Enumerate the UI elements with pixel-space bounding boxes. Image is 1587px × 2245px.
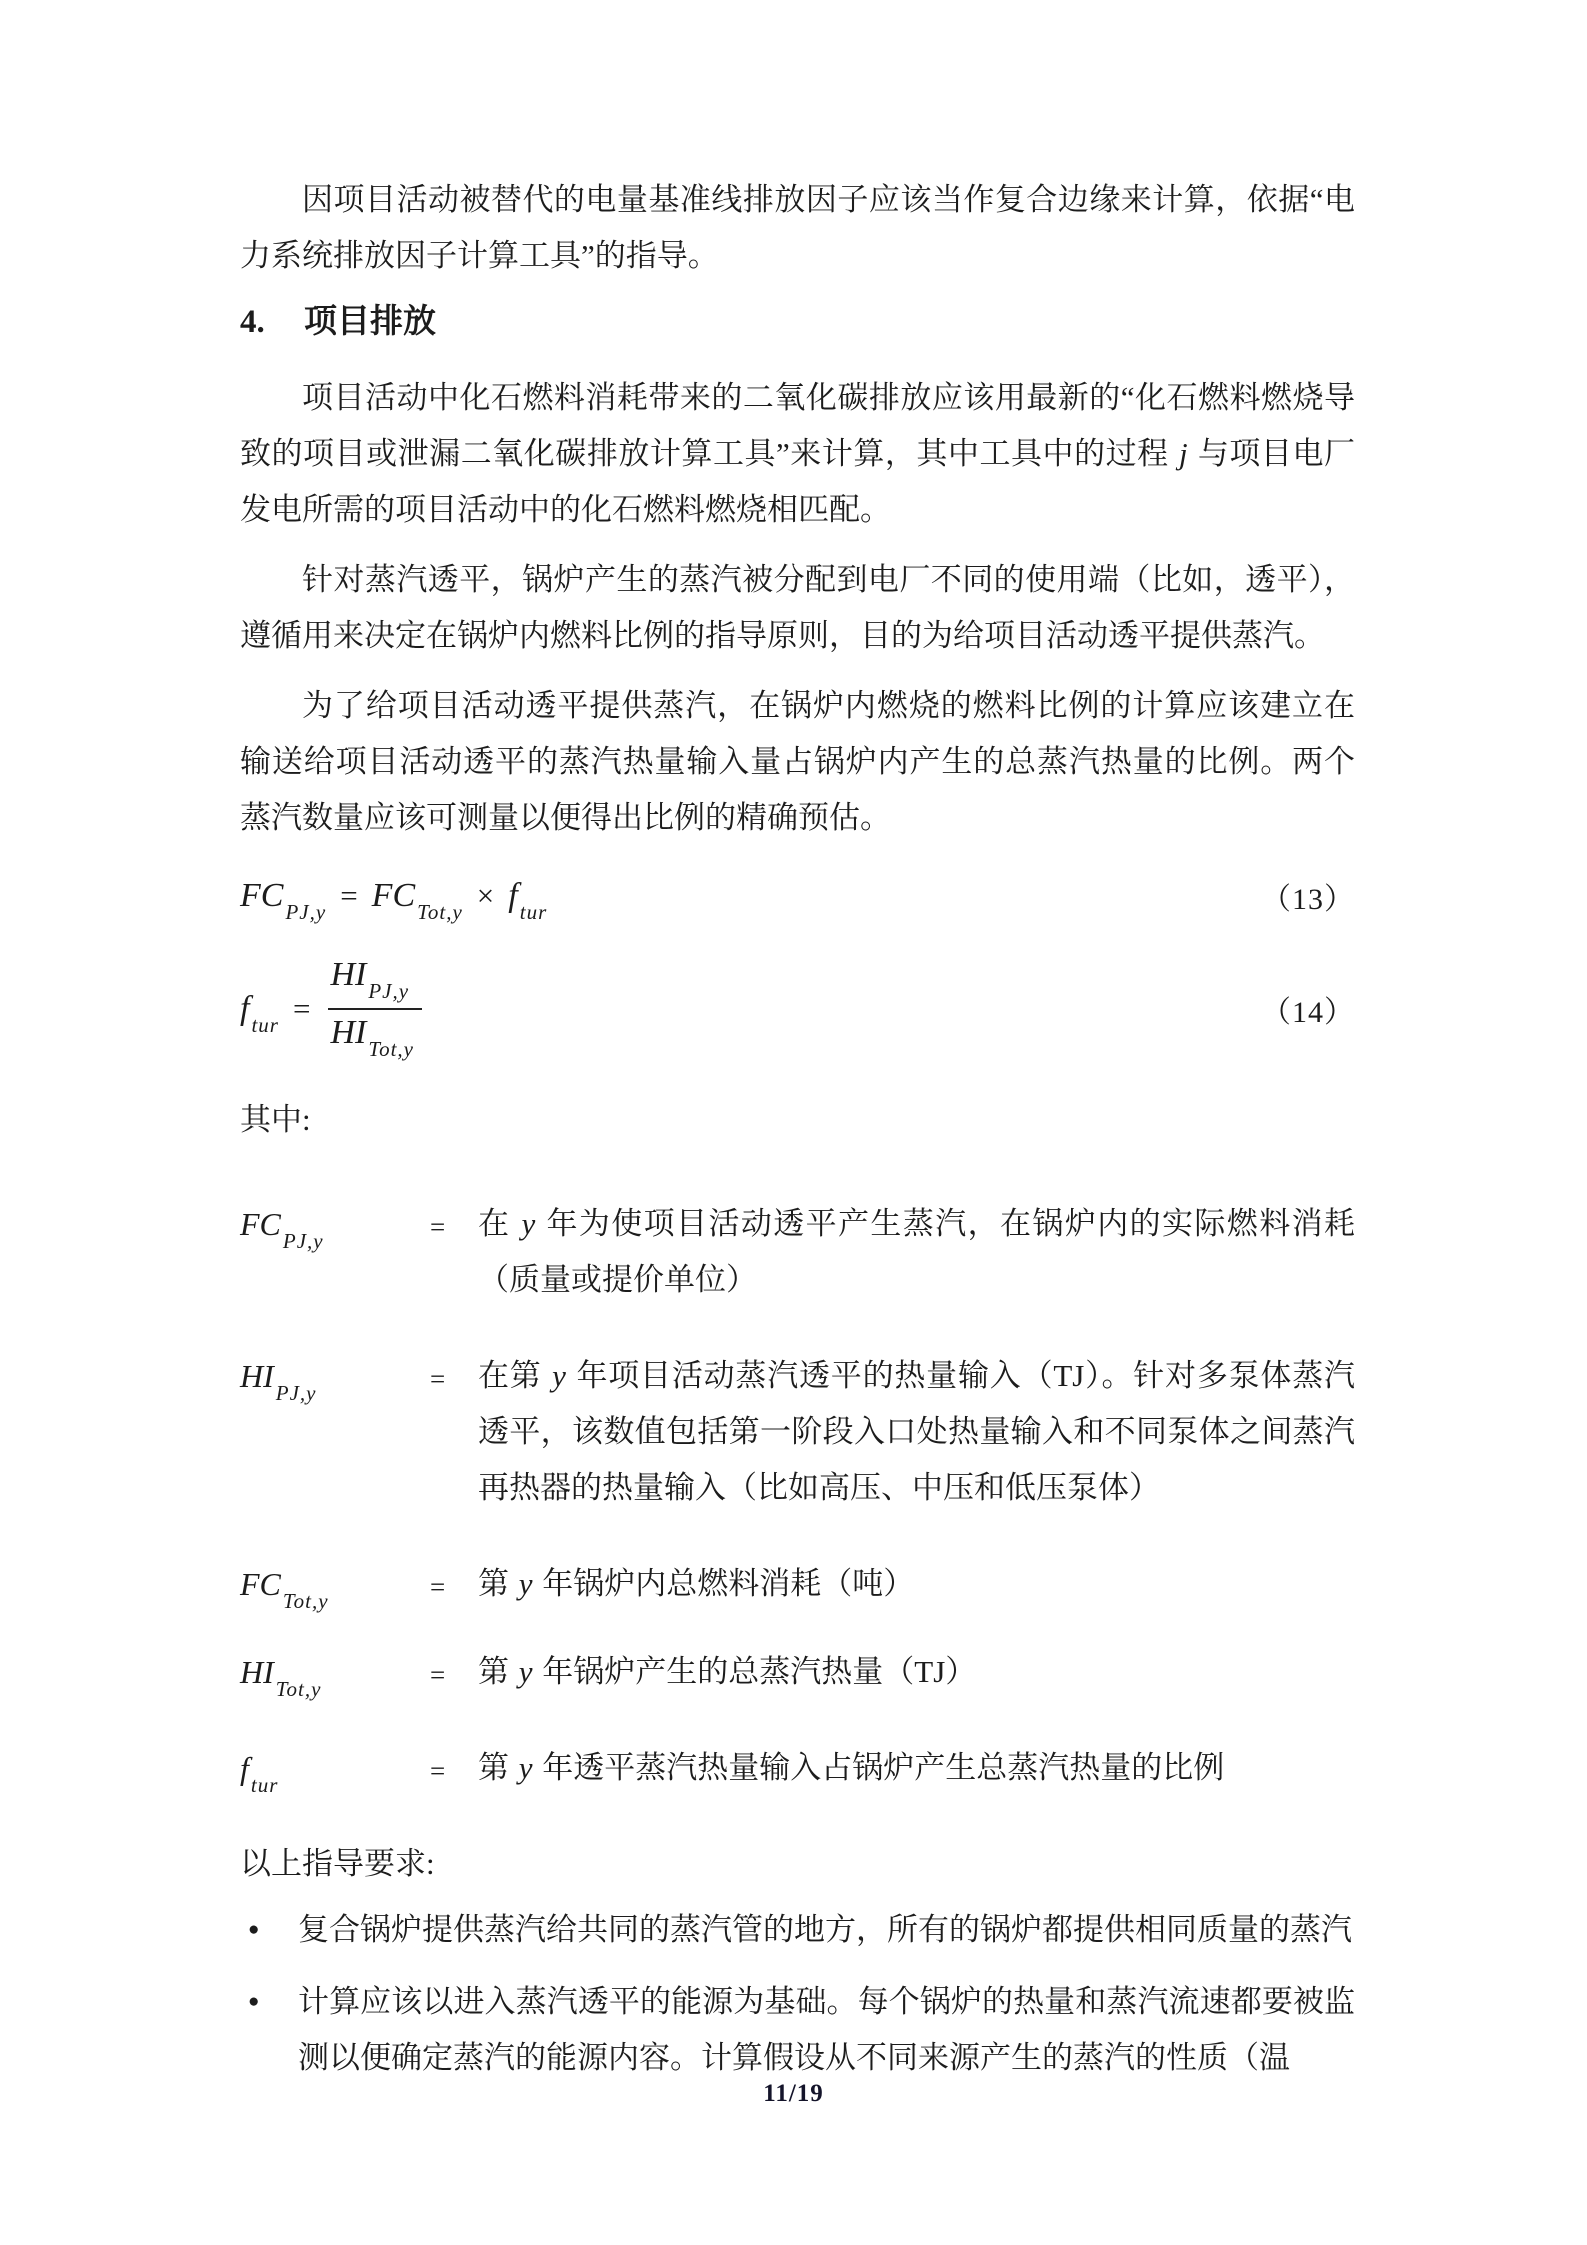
definition-text: 第 y 年锅炉内总燃料消耗（吨）	[478, 1566, 915, 1601]
equals-sign: =	[430, 1212, 446, 1242]
symbol-fc-pj-y: $FC_{PJ,y}$	[240, 877, 327, 924]
equals-sign: =	[430, 1572, 446, 1602]
paragraph-text: 项目活动中化石燃料消耗带来的二氧化碳排放应该用最新的“化石燃料燃烧导致的项目或泄漏二氧化碳排放计算工具”来计算，其中工具中的过程	[240, 380, 1355, 471]
formula-13	[240, 877, 548, 924]
symbol-f-tur: $f_{tur}$	[240, 1750, 279, 1797]
equals-sign: =	[292, 991, 311, 1026]
variable-y: y	[518, 1566, 533, 1601]
symbol-hi-pj-y: $HI_{PJ,y}$	[240, 1358, 317, 1405]
definition-text: 第 y 年透平蒸汽热量输入占锅炉产生总蒸汽热量的比例	[478, 1750, 1225, 1785]
paragraph-fuel-fraction: 为了给项目活动透平提供蒸汽，在锅炉内燃烧的燃料比例的计算应该建立在输送给项目活动透平的蒸汽热量输入量占锅炉内产生的总蒸汽热量的比例。两个蒸汽数量应该可测量以便得出比例的精确预估。	[240, 688, 1355, 835]
definition-row-fc-tot-y	[240, 1556, 1355, 1616]
fraction	[328, 956, 422, 1062]
symbol-fc-pj-y: $FC_{PJ,y}$	[240, 1206, 324, 1253]
definition-row-hi-tot-y	[240, 1644, 1355, 1704]
page-number: 11/19	[763, 2080, 824, 2107]
equation-number-13: （13）	[1261, 883, 1355, 916]
symbol-f-tur: $f_{tur}$	[508, 877, 548, 924]
bullet-icon: ●	[248, 1991, 260, 2012]
variable-y: y	[552, 1358, 566, 1393]
formula-14	[240, 956, 422, 1062]
paragraph-text: 与项目电厂发电所需的项目活动中的化石燃料燃烧相匹配。	[240, 436, 1355, 527]
equals-sign: =	[430, 1756, 446, 1786]
symbol-fc-tot-y: $FC_{Tot,y}$	[371, 877, 463, 924]
paragraph-steam-turbine: 针对蒸汽透平，锅炉产生的蒸汽被分配到电厂不同的使用端（比如，透平），遵循用来决定在锅炉内燃料比例的指导原则，目的为给项目活动透平提供蒸汽。	[240, 562, 1355, 653]
definition-text: 在 y 年为使项目活动透平产生蒸汽，在锅炉内的实际燃料消耗（质量或提价单位）	[478, 1206, 1355, 1297]
where-label: 其中:	[240, 1102, 311, 1137]
bullet-text: 计算应该以进入蒸汽透平的能源为基础。每个锅炉的热量和蒸汽流速都要被监测以便确定蒸汽的能源内容。计算假设从不同来源产生的蒸汽的性质（温	[298, 1984, 1355, 2075]
multiply-sign: ×	[476, 878, 495, 913]
equation-number-14: （14）	[1261, 996, 1355, 1029]
symbol-hi-tot-y: $HI_{Tot,y}$	[240, 1654, 322, 1701]
equation-13	[240, 866, 1355, 926]
variable-j: j	[1178, 436, 1188, 471]
variable-y: y	[518, 1750, 533, 1785]
definition-text: 在第 y 年项目活动蒸汽透平的热量输入（TJ）。针对多泵体蒸汽透平，该数值包括第一阶段入口处热量输入和不同泵体之间蒸汽再热器的热量输入（比如高压、中压和低压泵体）	[478, 1358, 1356, 1505]
bullet-text: 复合锅炉提供蒸汽给共同的蒸汽管的地方，所有的锅炉都提供相同质量的蒸汽	[298, 1912, 1352, 1947]
bullet-icon: ●	[248, 1919, 260, 1940]
section-heading	[240, 298, 1355, 346]
paragraph-fossil-fuel	[240, 370, 1355, 538]
equals-sign: =	[430, 1660, 446, 1690]
equals-sign: =	[430, 1364, 446, 1394]
definition-row-hi-pj-y	[240, 1348, 1355, 1516]
equals-sign: =	[340, 878, 358, 913]
variable-y: y	[518, 1654, 533, 1689]
denominator-hi-tot-y: $HI_{Tot,y}$	[328, 1008, 422, 1062]
section-number: 4.	[240, 304, 265, 340]
variable-y: y	[521, 1206, 536, 1241]
symbol-fc-tot-y: $FC_{Tot,y}$	[240, 1566, 329, 1613]
section-title: 项目排放	[304, 304, 436, 340]
definition-row-f-tur	[240, 1740, 1355, 1800]
definition-text: 第 y 年锅炉产生的总蒸汽热量（TJ）	[478, 1654, 977, 1689]
document-page	[240, 0, 1355, 2086]
bullet-item-common-header	[240, 1902, 1355, 1958]
bullet-item-energy-basis	[240, 1974, 1355, 2086]
numerator-hi-pj-y: $HI_{PJ,y}$	[330, 956, 410, 1003]
guidance-label: 以上指导要求:	[240, 1846, 435, 1881]
symbol-f-tur: $f_{tur}$	[240, 990, 279, 1037]
equation-14	[240, 956, 1355, 1062]
definition-row-fc-pj-y	[240, 1196, 1355, 1308]
intro-paragraph: 因项目活动被替代的电量基准线排放因子应该当作复合边缘来计算，依据“电力系统排放因子计算工具”的指导。	[240, 182, 1355, 273]
